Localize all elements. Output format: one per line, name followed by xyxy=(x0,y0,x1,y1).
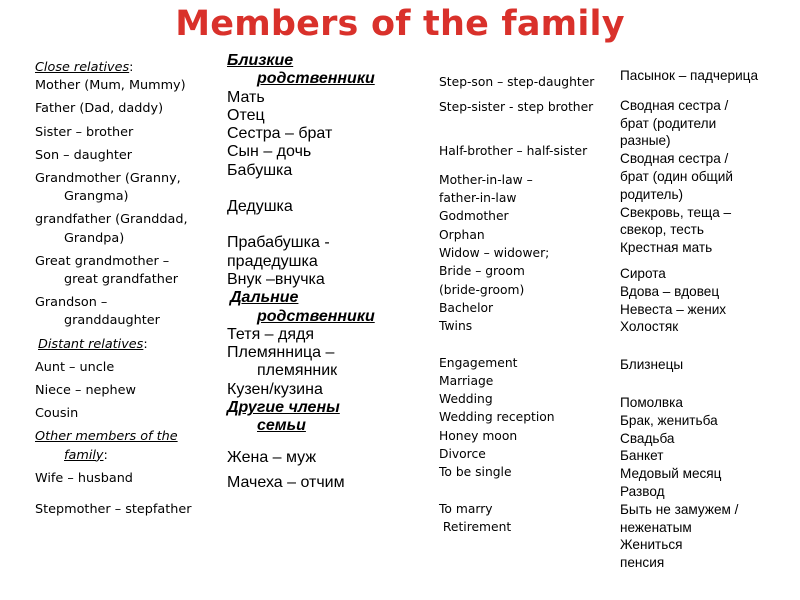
english-relatives-column xyxy=(35,59,220,519)
list-item: Тетя – дядя xyxy=(227,325,315,343)
list-item: Вдова – вдовец xyxy=(620,283,720,299)
list-item: Honey moon xyxy=(439,428,518,443)
list-item: Кузен/кузина xyxy=(227,380,323,398)
list-item: пенсия xyxy=(620,555,665,571)
list-item: Банкет xyxy=(620,448,664,464)
list-item: Grandson – granddaughter xyxy=(35,295,160,329)
list-item: Холостяк xyxy=(620,319,679,335)
list-item: Пасынок – падчерица xyxy=(620,68,759,83)
list-item: Marriage xyxy=(439,373,494,388)
list-item: Bachelor xyxy=(439,300,494,315)
list-item: Mother (Mum, Mummy) xyxy=(35,78,186,94)
close-relatives-heading: Close relatives: xyxy=(35,60,134,75)
list-item: To be single xyxy=(439,465,512,480)
list-item: Мать xyxy=(227,88,265,106)
list-item: Отец xyxy=(227,106,265,124)
list-item: Близнецы xyxy=(620,357,684,373)
list-item: Невеста – жених xyxy=(620,301,727,317)
list-item: Cousin xyxy=(35,406,79,422)
english-relations-column xyxy=(439,73,614,536)
list-item: Дедушка xyxy=(227,198,293,216)
list-item: Bride – groom (bride-groom) xyxy=(439,264,525,297)
list-item: Сводная сестра / брат (родители разные) xyxy=(620,97,729,149)
list-item: Сводная сестра / брат (один общий родитель) xyxy=(620,151,733,202)
list-item: Мачеха – отчим xyxy=(227,473,345,491)
list-item: Быть не замужем / неженатым xyxy=(620,501,739,535)
list-item: Wedding reception xyxy=(439,410,555,425)
list-item: Engagement xyxy=(439,355,518,370)
list-item: Свекровь, теща – свекор, тесть xyxy=(620,204,732,238)
list-item: Жениться xyxy=(620,537,683,553)
list-item: Крестная мать xyxy=(620,240,713,256)
list-item: Divorce xyxy=(439,447,486,462)
list-item: Сирота xyxy=(620,265,666,281)
list-item: Помолвка xyxy=(620,394,683,410)
list-item: Sister – brother xyxy=(35,124,134,140)
list-item: Grandmother (Granny, Grangma) xyxy=(35,171,181,205)
list-item: Сын – дочь xyxy=(227,143,312,161)
list-item: Stepmother – stepfather xyxy=(35,502,192,518)
list-item: Godmother xyxy=(439,209,509,224)
list-item: Брак, женитьба xyxy=(620,412,718,428)
list-item: To marry xyxy=(439,501,493,516)
other-members-heading: Other members of the family: xyxy=(35,429,178,463)
other-members-heading-ru: Другие члены семьи xyxy=(227,399,340,435)
list-item: Widow – widower; xyxy=(439,246,550,261)
list-item: Step-son – step-daughter xyxy=(439,75,595,89)
list-item: Aunt – uncle xyxy=(35,359,115,375)
list-item: Great grandmother – great grandfather xyxy=(35,253,178,288)
list-item: grandfather (Granddad, Grandpa) xyxy=(35,212,188,246)
list-item: Son – daughter xyxy=(35,147,133,163)
list-item: Развод xyxy=(620,483,665,499)
list-item: Father (Dad, daddy) xyxy=(35,101,164,117)
list-item: Step-sister - step brother xyxy=(439,100,594,115)
list-item: Mother-in-law – father-in-law xyxy=(439,172,533,206)
list-item: Wife – husband xyxy=(35,470,133,486)
page-title: Members of the family xyxy=(175,4,625,44)
list-item: Прабабушка - прадедушка xyxy=(227,234,330,270)
list-item: Медовый месяц xyxy=(620,466,722,482)
list-item: Сестра – брат xyxy=(227,125,333,143)
list-item: Внук –внучка xyxy=(227,270,325,288)
list-item: Жена – муж xyxy=(227,448,317,466)
list-item: Niece – nephew xyxy=(35,383,137,399)
list-item: Племянница – племянник xyxy=(227,344,338,380)
list-item: Wedding xyxy=(439,392,493,407)
russian-relations-column xyxy=(620,67,795,572)
list-item: Retirement xyxy=(439,519,512,534)
close-relatives-heading-ru: Близкие родственники xyxy=(227,52,375,88)
list-item: Бабушка xyxy=(227,161,293,179)
russian-relatives-column xyxy=(227,52,417,492)
list-item: Свадьба xyxy=(620,430,675,446)
list-item: Half-brother – half-sister xyxy=(439,143,588,158)
list-item: Twins xyxy=(439,319,473,334)
list-item: Orphan xyxy=(439,227,485,242)
distant-relatives-heading: Distant relatives: xyxy=(38,336,148,352)
distant-relatives-heading-ru: Дальние родственники xyxy=(230,289,375,325)
